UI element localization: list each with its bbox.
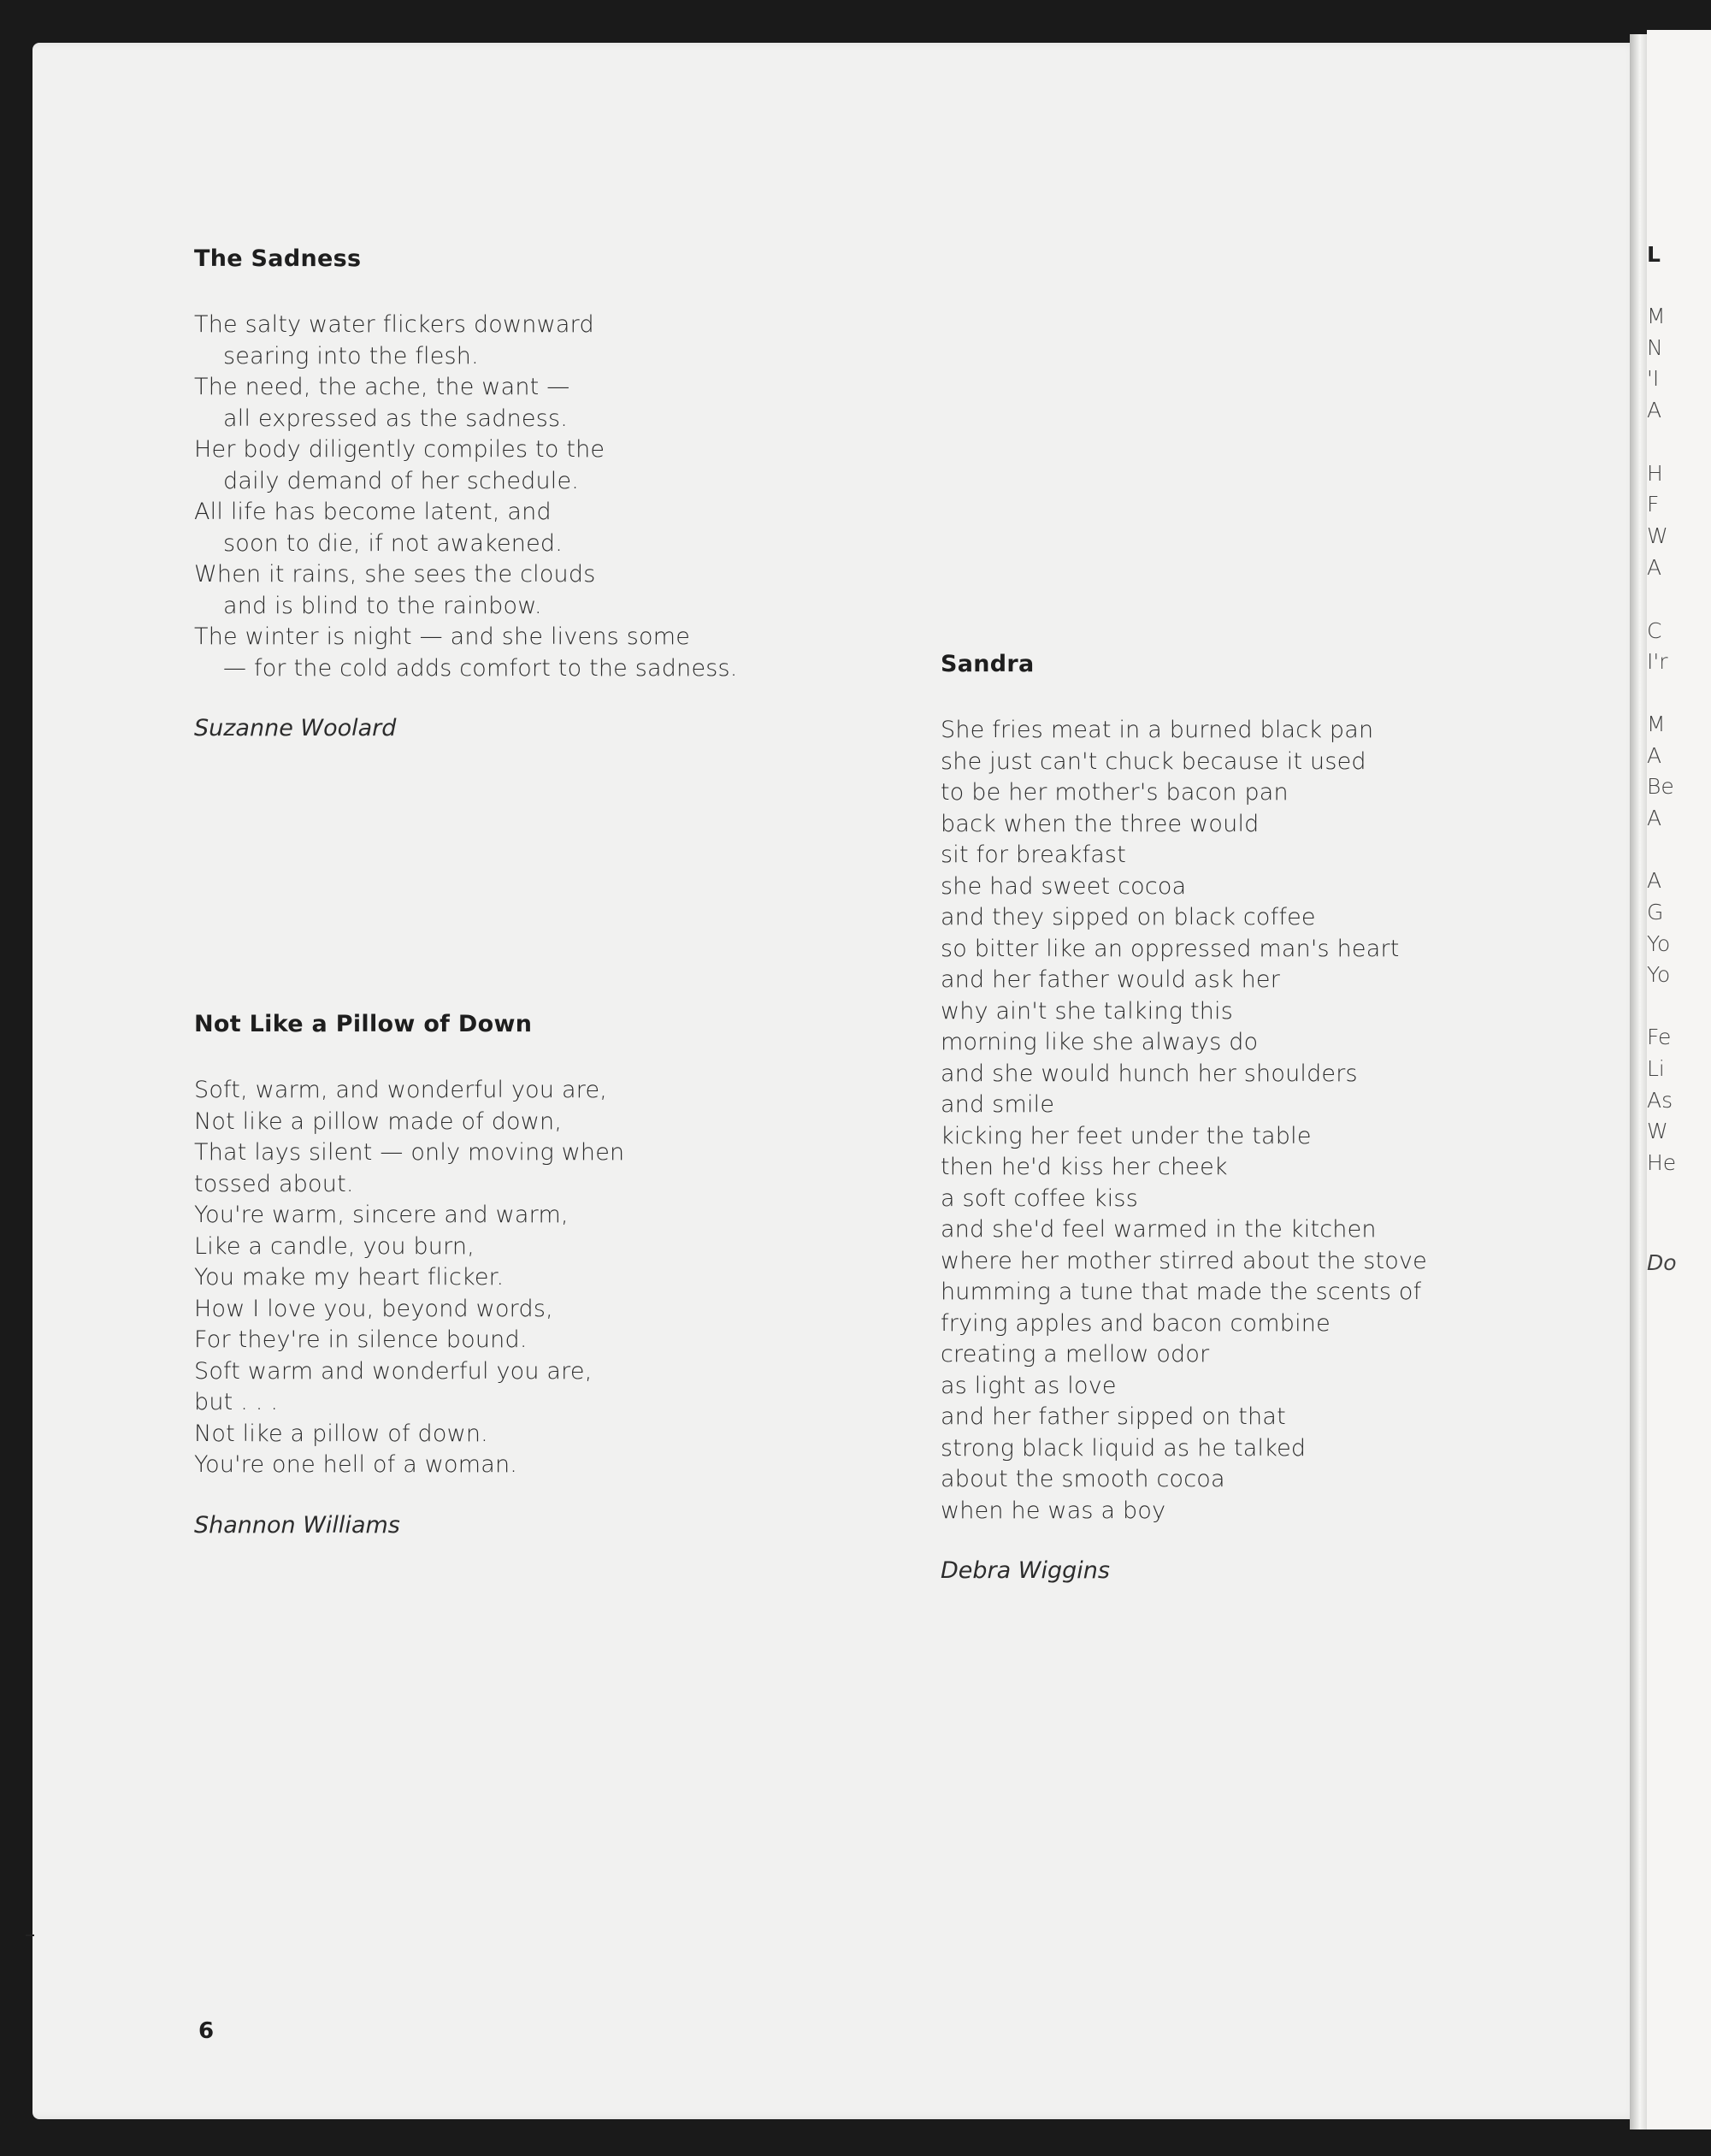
poem-line: Not like a pillow made of down, [194,1108,563,1135]
next-page-fragment: Fe [1647,1025,1672,1049]
poem-line: daily demand of her schedule. [223,467,580,494]
poem-line: creating a mellow odor [941,1341,1210,1367]
next-page-fragment: L [1647,242,1661,267]
poem-line: Like a candle, you burn, [194,1232,475,1260]
poem-line: to be her mother's bacon pan [941,779,1289,806]
poem-author: Shannon Williams [194,1511,400,1539]
poem-line: tossed about. [194,1170,354,1197]
poem-line: as light as love [941,1372,1117,1399]
poem-line: she just can't chuck because it used [941,747,1366,775]
poem-line: That lays silent — only moving when [194,1139,625,1166]
poem-line: Soft, warm, and wonderful you are, [194,1077,608,1103]
poem-line: so bitter like an oppressed man's heart [941,935,1400,962]
poem-line: How I love you, beyond words, [194,1295,553,1322]
page-edge-mark [26,1934,34,1936]
next-page-fragment: A [1647,398,1662,422]
poem-sandra [941,651,1427,1584]
poem-title: Sandra [941,651,1035,677]
poem-line: Soft warm and wonderful you are, [194,1357,593,1385]
poem-line: but . . . [194,1389,279,1415]
poem-author: Debra Wiggins [941,1557,1110,1584]
next-page-fragment: As [1647,1088,1673,1113]
poem-line: When it rains, she sees the clouds [194,561,596,588]
poem-line: humming a tune that made the scents of [941,1279,1422,1305]
next-page-fragment: A [1647,743,1662,768]
next-page-fragment: W [1647,523,1668,548]
poem-line: soon to die, if not awakened. [223,529,563,557]
next-page-fragment: M [1647,304,1666,328]
next-page-fragment: I'r [1647,649,1668,674]
next-page-fragment: A [1647,868,1662,893]
page-number: 6 [198,2018,215,2044]
poem-line: kicking her feet under the table [941,1122,1312,1149]
poem-line: The salty water flickers downward [194,311,594,338]
poem-line: she had sweet cocoa [941,872,1187,900]
next-page-edge [1647,30,1711,2129]
poem-author: Suzanne Woolard [194,715,397,741]
poem-line: searing into the flesh. [223,342,479,369]
poem-line: all expressed as the sadness. [223,405,569,432]
poem-the-sadness [194,245,738,741]
poem-line: You're warm, sincere and warm, [194,1202,569,1228]
next-page-fragment: Yo [1647,962,1671,987]
poem-line: and smile [941,1091,1055,1118]
next-page-fragment: 'I [1647,366,1660,391]
poem-line: and she would hunch her shoulders [941,1060,1358,1087]
poem-line: and her father sipped on that [941,1403,1286,1430]
next-page-fragment: F [1647,492,1660,517]
poem-line: and is blind to the rainbow. [223,592,542,619]
poem-line: strong black liquid as he talked [941,1434,1307,1462]
next-page-fragment: M [1647,712,1666,736]
poem-line: You're one hell of a woman. [194,1451,518,1478]
poem-title: Not Like a Pillow of Down [194,1011,533,1037]
next-page-fragment: Yo [1647,931,1671,956]
next-page-fragment: W [1647,1119,1668,1143]
poem-line: when he was a boy [941,1497,1166,1524]
next-page-fragment: Be [1647,774,1674,799]
poem-line: sit for breakfast [941,842,1126,868]
poem-line: frying apples and bacon combine [941,1309,1330,1337]
poem-line: — for the cold adds comfort to the sadness. [223,654,738,682]
next-page-fragment: Li [1647,1056,1665,1081]
poem-line: a soft coffee kiss [941,1184,1138,1212]
next-page-fragment: A [1647,555,1662,580]
poem-line: The winter is night — and she livens some [194,623,691,650]
poem-line: The need, the ache, the want — [194,374,570,400]
poem-line: and her father would ask her [941,966,1281,993]
poem-line: morning like she always do [941,1029,1259,1055]
poem-line: She fries meat in a burned black pan [941,717,1374,743]
poem-line: You make my heart flicker. [194,1264,504,1291]
poem-line: and they sipped on black coffee [941,904,1316,930]
poem-line: where her mother stirred about the stove [941,1247,1427,1274]
poem-line: For they're in silence bound. [194,1326,528,1353]
poem-line: why ain't she talking this [941,997,1234,1025]
poem-line: about the smooth cocoa [941,1466,1225,1492]
poem-line: and she'd feel warmed in the kitchen [941,1216,1377,1243]
next-page-fragment: H [1647,461,1663,486]
next-page-fragment: He [1647,1150,1677,1175]
poem-line: back when the three would [941,810,1260,837]
poem-line: All life has become latent, and [194,499,552,525]
next-page-fragment: G [1647,900,1664,924]
book-gutter [1630,34,1647,2129]
poem-line: then he'd kiss her cheek [941,1154,1228,1180]
poem-line: Not like a pillow of down. [194,1420,488,1447]
next-page-fragment: A [1647,806,1662,830]
next-page-fragment: N [1647,335,1663,360]
next-page-fragment: Do [1647,1250,1677,1275]
next-page-fragment: C [1647,618,1662,643]
poem-line: Her body diligently compiles to the [194,436,605,463]
poem-title: The Sadness [194,245,362,272]
poem-not-like-a-pillow-of-down [194,1011,624,1539]
